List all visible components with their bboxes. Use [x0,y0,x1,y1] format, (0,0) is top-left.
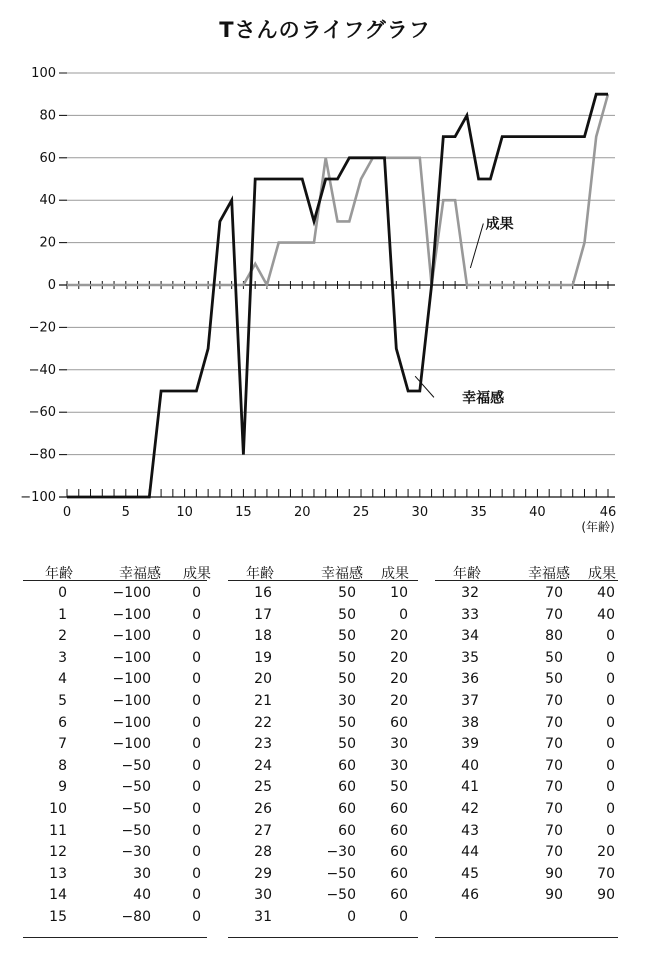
age-cell: 0 [58,585,67,601]
column-header: 成果 [381,566,409,582]
table-row [23,844,207,866]
happiness-cell: 60 [338,779,356,796]
column-header: 成果 [183,566,211,582]
happiness-cell: 70 [545,585,563,601]
happiness-cell: 50 [338,628,356,645]
table-row [23,650,207,672]
age-cell: 46 [461,887,479,904]
table-row [228,844,418,866]
happiness-cell: −100 [112,714,151,731]
age-cell: 14 [49,887,67,904]
achievement-cell: 60 [390,801,408,817]
leader-line-happiness [415,376,434,397]
table-row [228,715,418,737]
table-row [23,823,207,845]
series-label-achievement: 成果 [485,216,514,233]
achievement-cell: 40 [597,585,615,601]
y-tick-label: −20 [28,320,56,336]
age-cell: 13 [49,865,67,882]
achievement-cell: 30 [390,736,408,753]
achievement-cell: 20 [597,844,615,861]
age-cell: 15 [49,909,67,925]
happiness-cell: −100 [112,736,151,753]
happiness-cell: −50 [326,887,356,904]
y-tick-label: 80 [39,108,56,124]
achievement-cell: 0 [606,671,615,688]
table-row [228,607,418,629]
age-cell: 37 [461,693,479,709]
achievement-cell: 0 [192,585,201,601]
age-cell: 3 [58,649,67,666]
y-tick-label: 60 [39,150,56,166]
achievement-cell: 0 [192,736,201,753]
happiness-cell: 50 [545,671,563,688]
age-cell: 34 [461,628,479,645]
achievement-cell: 0 [606,801,615,817]
column-header: 幸福感 [119,566,161,582]
happiness-cell: −100 [112,693,151,709]
achievement-cell: 0 [606,736,615,753]
table-row [228,693,418,715]
achievement-cell: 0 [192,649,201,666]
achievement-cell: 0 [192,693,201,709]
age-cell: 41 [461,779,479,796]
age-cell: 21 [254,693,272,709]
table-row [23,909,207,931]
table-row [435,779,618,801]
happiness-cell: 40 [133,887,151,904]
table-row [435,823,618,845]
y-tick-label: 40 [39,193,56,209]
table-bottom-rule [23,937,207,938]
achievement-cell: 20 [390,649,408,666]
table-row [435,844,618,866]
table-row [435,801,618,823]
achievement-cell: 60 [390,714,408,731]
y-tick-label: −100 [20,490,56,505]
happiness-cell: −100 [112,606,151,623]
table-row [23,866,207,888]
age-cell: 26 [254,801,272,817]
table-row [23,887,207,909]
achievement-cell: 0 [192,844,201,861]
happiness-cell: −100 [112,628,151,645]
age-cell: 7 [58,736,67,753]
achievement-cell: 20 [390,693,408,709]
achievement-cell: 0 [192,801,201,817]
y-tick-label: −40 [28,362,56,378]
column-header: 幸福感 [321,566,363,582]
table-row [228,887,418,909]
age-cell: 29 [254,865,272,882]
age-cell: 33 [461,606,479,623]
achievement-cell: 0 [192,909,201,925]
table-row [228,801,418,823]
achievement-cell: 0 [606,714,615,731]
table-row [23,779,207,801]
table-row [23,607,207,629]
happiness-cell: 70 [545,801,563,817]
happiness-cell: −100 [112,671,151,688]
achievement-cell: 0 [192,887,201,904]
table-bottom-rule [228,937,418,938]
achievement-cell: 10 [390,585,408,601]
age-cell: 16 [254,585,272,601]
table-row [23,585,207,607]
happiness-cell: 60 [338,757,356,774]
table-row [228,823,418,845]
happiness-cell: 70 [545,736,563,753]
x-tick-label: 5 [121,505,130,520]
column-header: 年齢 [45,566,73,582]
table-row [435,758,618,780]
achievement-cell: 0 [192,779,201,796]
happiness-cell: 80 [545,628,563,645]
achievement-cell: 60 [390,887,408,904]
x-tick-label: 30 [411,505,429,520]
y-axis [20,66,67,505]
achievement-cell: 0 [606,822,615,839]
happiness-cell: 70 [545,779,563,796]
age-cell: 18 [254,628,272,645]
x-tick-label: 15 [235,505,252,520]
x-tick-label: 25 [352,505,370,520]
series-lines [67,94,608,497]
happiness-cell: −50 [121,757,151,774]
happiness-cell: 0 [347,909,356,925]
happiness-cell: −100 [112,585,151,601]
age-cell: 40 [461,757,479,774]
happiness-cell: 70 [545,693,563,709]
table-row [435,736,618,758]
table-row [23,736,207,758]
age-cell: 12 [49,844,67,861]
achievement-cell: 0 [192,865,201,882]
happiness-cell: 50 [338,606,356,623]
happiness-cell: 50 [338,585,356,601]
column-header: 年齢 [246,566,274,582]
age-cell: 8 [58,757,67,774]
age-cell: 27 [254,822,272,839]
happiness-cell: −80 [121,909,151,925]
grid-lines [59,73,615,455]
table-row [228,909,418,931]
age-cell: 23 [254,736,272,753]
age-cell: 39 [461,736,479,753]
age-cell: 45 [461,865,479,882]
table-header [23,558,211,582]
achievement-cell: 90 [597,887,615,904]
x-tick-label: 40 [529,505,546,520]
age-cell: 25 [254,779,272,796]
age-cell: 10 [49,801,67,817]
achievement-cell: 70 [597,865,615,882]
table-row [435,866,618,888]
table-row [435,650,618,672]
column-header: 年齢 [453,566,481,582]
achievement-cell: 20 [390,628,408,645]
happiness-cell: 30 [133,865,151,882]
happiness-cell: −50 [121,822,151,839]
happiness-cell: 70 [545,606,563,623]
table-row [435,715,618,737]
happiness-cell: −30 [326,844,356,861]
achievement-cell: 0 [192,822,201,839]
achievement-cell: 60 [390,865,408,882]
age-cell: 5 [58,693,67,709]
happiness-cell: 70 [545,822,563,839]
happiness-cell: 90 [545,865,563,882]
achievement-cell: 0 [192,606,201,623]
table-row [23,715,207,737]
series-line-achievement [67,94,608,285]
series-label-happiness: 幸福感 [462,390,505,407]
happiness-cell: −50 [121,779,151,796]
table-row [228,736,418,758]
age-cell: 2 [58,628,67,645]
table-row [228,779,418,801]
table-row [23,693,207,715]
table-row [228,650,418,672]
table-bottom-rule [435,937,618,938]
happiness-cell: 70 [545,714,563,731]
achievement-cell: 0 [192,757,201,774]
age-cell: 36 [461,671,479,688]
happiness-cell: −50 [121,801,151,817]
achievement-cell: 30 [390,757,408,774]
age-cell: 38 [461,714,479,731]
achievement-cell: 20 [390,671,408,688]
achievement-cell: 0 [606,757,615,774]
age-cell: 9 [58,779,67,796]
y-tick-label: 0 [47,278,56,293]
age-cell: 44 [461,844,479,861]
happiness-cell: −100 [112,649,151,666]
achievement-cell: 0 [399,909,408,925]
y-tick-label: 100 [31,66,56,81]
achievement-cell: 0 [606,649,615,666]
happiness-cell: 50 [545,649,563,666]
age-cell: 20 [254,671,272,688]
x-axis-label: (年齢) [581,520,615,534]
achievement-cell: 0 [192,628,201,645]
y-tick-label: 20 [39,235,56,251]
achievement-cell: 50 [390,779,408,796]
age-cell: 43 [461,822,479,839]
leader-line-achievement [470,224,483,269]
x-tick-label: 35 [470,505,487,520]
happiness-cell: 60 [338,822,356,839]
table-row [228,758,418,780]
achievement-cell: 40 [597,606,615,623]
table-row [23,758,207,780]
column-header: 成果 [588,566,616,582]
happiness-cell: 30 [338,693,356,709]
x-tick-label: 10 [176,505,193,520]
achievement-cell: 0 [399,606,408,623]
achievement-cell: 60 [390,822,408,839]
table-row [435,693,618,715]
happiness-cell: 70 [545,757,563,774]
age-cell: 4 [58,671,67,688]
achievement-cell: 0 [606,628,615,645]
life-graph-chart [0,55,650,535]
achievement-cell: 0 [606,779,615,796]
happiness-cell: 50 [338,671,356,688]
happiness-cell: 70 [545,844,563,861]
happiness-cell: 60 [338,801,356,817]
age-cell: 19 [254,649,272,666]
table-row [435,607,618,629]
achievement-cell: 0 [192,671,201,688]
age-cell: 24 [254,757,272,774]
table-row [23,801,207,823]
table-row [228,585,418,607]
achievement-cell: 0 [192,714,201,731]
x-tick-label: 46 [599,505,617,520]
happiness-cell: −30 [121,844,151,861]
table-row [435,671,618,693]
table-row [228,671,418,693]
age-cell: 17 [254,606,272,623]
age-cell: 32 [461,585,479,601]
age-cell: 1 [58,606,67,623]
table-row [228,628,418,650]
table-row [23,671,207,693]
happiness-cell: −50 [326,865,356,882]
table-row [435,887,618,909]
x-tick-label: 20 [293,505,311,520]
age-cell: 31 [254,909,272,925]
table-header [435,558,618,581]
table-row [23,628,207,650]
age-cell: 22 [254,714,272,731]
happiness-cell: 50 [338,649,356,666]
age-cell: 6 [58,714,67,731]
age-cell: 28 [254,844,272,861]
age-cell: 42 [461,801,479,817]
achievement-cell: 60 [390,844,408,861]
chart-title: Tさんのライフグラフ [219,18,431,42]
age-cell: 11 [49,822,67,839]
y-tick-label: −60 [28,405,56,421]
achievement-cell: 0 [606,693,615,709]
table-row [435,585,618,607]
age-cell: 35 [461,649,479,666]
happiness-cell: 90 [545,887,563,904]
y-tick-label: −80 [28,447,56,463]
age-cell: 30 [254,887,272,904]
happiness-cell: 50 [338,736,356,753]
x-tick-label: 0 [62,505,72,520]
table-row [435,628,618,650]
series-line-happiness [67,94,608,497]
happiness-cell: 50 [338,714,356,731]
column-header: 幸福感 [528,566,570,582]
table-row [228,866,418,888]
table-header [228,558,418,581]
